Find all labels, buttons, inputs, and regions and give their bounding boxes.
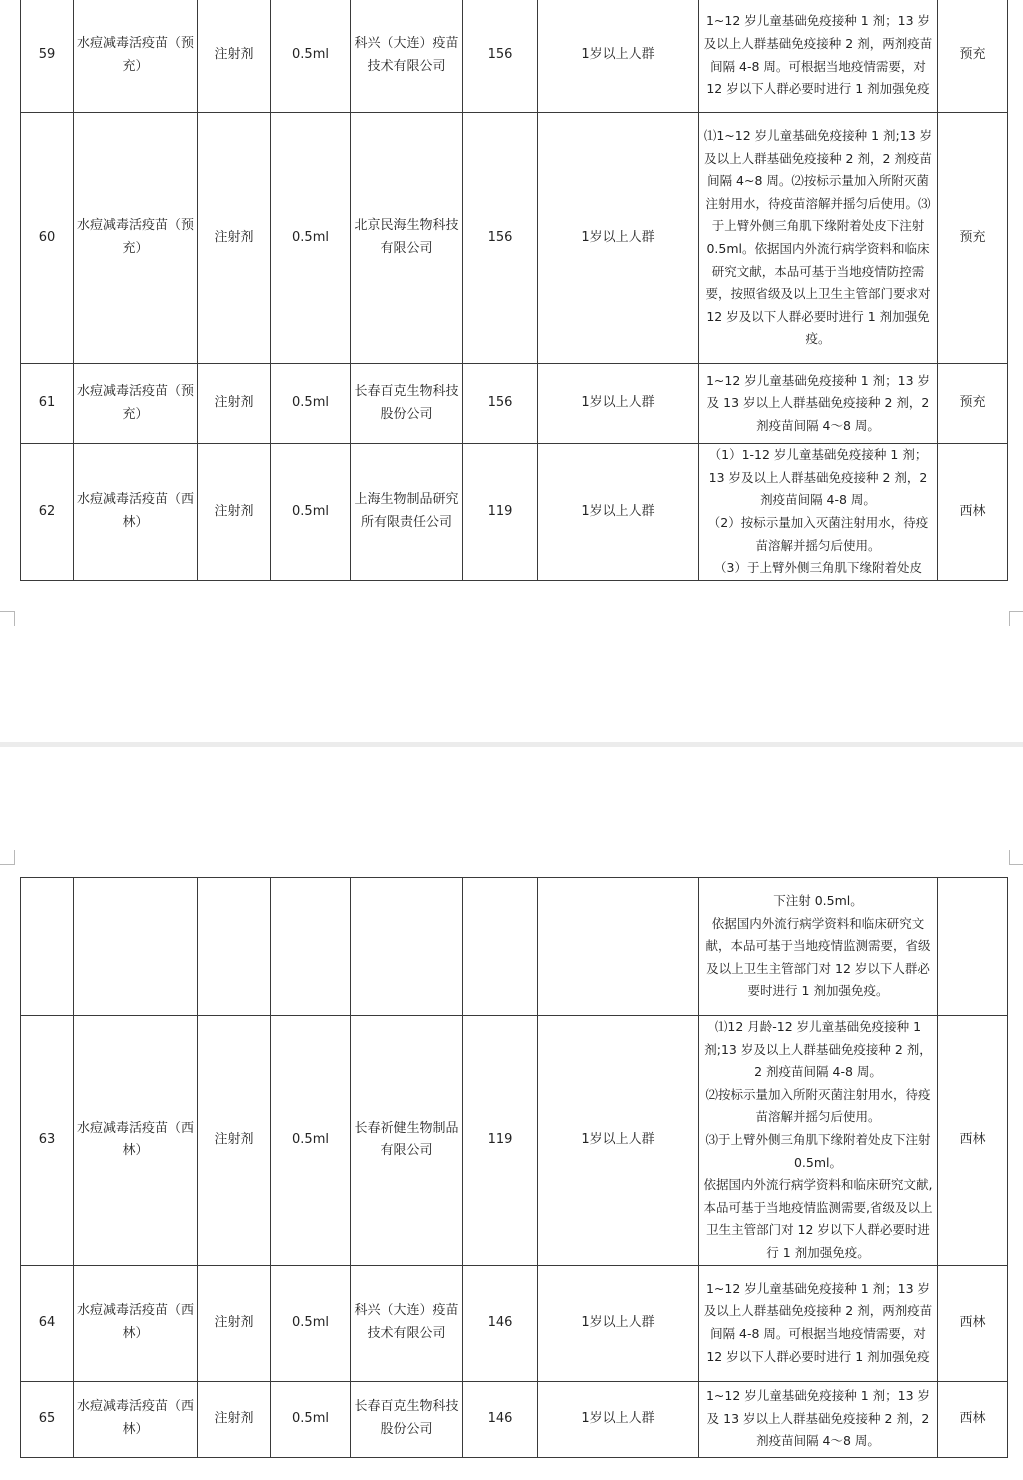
remark-cell: 预充 (938, 364, 1008, 444)
target-population-cell: 1岁以上人群 (538, 1265, 699, 1381)
usage-note-line: （1）1-12 岁儿童基础免疫接种 1 剂；13 岁及以上人群基础免疫接种 2 剂，2 剂疫苗间隔 4-8 周。 (708, 447, 928, 508)
usage-note-cell (699, 1016, 938, 1266)
manufacturer-cell: 北京民海生物科技有限公司 (351, 113, 463, 364)
row-number-cell (21, 878, 74, 1016)
usage-note-line: 1~12 岁儿童基础免疫接种 1 剂；13 岁及以上人群基础免疫接种 2 剂，两剂疫苗间隔 4-8 周。可根据当地疫情需要，对 12 岁以下人群必要时进行 1 剂加强免疫 (703, 13, 933, 97)
crop-mark (0, 611, 15, 626)
remark-cell: 西林 (938, 444, 1008, 581)
usage-note-line: 依据国内外流行病学资料和临床研究文献，本品可基于当地疫情监测需要，省级及以上卫生主管部门对 12 岁以下人群必要时进行 1 剂加强免疫。 (705, 915, 931, 999)
price-cell: 156 (463, 0, 538, 113)
row-number-cell: 60 (21, 113, 74, 364)
usage-note-line: （2）按标示量加入灭菌注射用水，待疫苗溶解并摇匀后使用。 (707, 515, 929, 553)
table-row (21, 364, 1008, 444)
price-cell: 119 (463, 444, 538, 581)
vaccine-price-table-page-1 (20, 0, 1008, 581)
remark-cell: 预充 (938, 0, 1008, 113)
specification-cell: 0.5ml (271, 444, 351, 581)
dosage-form-cell: 注射剂 (198, 113, 271, 364)
remark-cell: 西林 (938, 1381, 1008, 1457)
usage-note-cell (699, 1381, 938, 1457)
dosage-form-cell: 注射剂 (198, 1016, 271, 1266)
vaccine-price-table-page-2 (20, 877, 1008, 1458)
row-number-cell: 64 (21, 1265, 74, 1381)
usage-note-line: ⑵按标示量加入所附灭菌注射用水，待疫苗溶解并摇匀后使用。 (705, 1086, 931, 1125)
price-cell (463, 878, 538, 1016)
dosage-form-cell: 注射剂 (198, 1381, 271, 1457)
manufacturer-cell: 长春百克生物科技股份公司 (351, 364, 463, 444)
table-row (21, 113, 1008, 364)
usage-note-cell (699, 0, 938, 113)
vaccine-name-cell (74, 878, 198, 1016)
crop-mark (1009, 611, 1023, 626)
row-number-cell: 61 (21, 364, 74, 444)
target-population-cell: 1岁以上人群 (538, 0, 699, 113)
price-cell: 146 (463, 1265, 538, 1381)
specification-cell: 0.5ml (271, 1265, 351, 1381)
target-population-cell (538, 878, 699, 1016)
row-number-cell: 59 (21, 0, 74, 113)
usage-note-line: 1~12 岁儿童基础免疫接种 1 剂；13 岁及以上人群基础免疫接种 2 剂，两剂疫苗间隔 4-8 周。可根据当地疫情需要，对 12 岁以下人群必要时进行 1 剂加强免疫 (703, 1280, 933, 1364)
vaccine-name-cell: 水痘减毒活疫苗（预充） (74, 364, 198, 444)
table-row (21, 0, 1008, 113)
remark-cell (938, 878, 1008, 1016)
remark-cell: 西林 (938, 1265, 1008, 1381)
table-row (21, 1016, 1008, 1266)
price-cell: 156 (463, 113, 538, 364)
usage-note-line: 1~12 岁儿童基础免疫接种 1 剂；13 岁及 13 岁以上人群基础免疫接种 2 剂，2 剂疫苗间隔 4～8 周。 (705, 372, 931, 433)
remark-cell: 预充 (938, 113, 1008, 364)
row-number-cell: 63 (21, 1016, 74, 1266)
manufacturer-cell: 上海生物制品研究所有限责任公司 (351, 444, 463, 581)
dosage-form-cell (198, 878, 271, 1016)
usage-note-line: 1~12 岁儿童基础免疫接种 1 剂；13 岁及 13 岁以上人群基础免疫接种 2 剂，2 剂疫苗间隔 4～8 周。 (705, 1388, 931, 1449)
manufacturer-cell: 科兴（大连）疫苗技术有限公司 (351, 0, 463, 113)
usage-note-cell (699, 1265, 938, 1381)
crop-mark (0, 850, 15, 865)
manufacturer-cell: 长春祈健生物制品有限公司 (351, 1016, 463, 1266)
usage-note-line: ⑴1~12 岁儿童基础免疫接种 1 剂;13 岁及以上人群基础免疫接种 2 剂，2 剂疫苗间隔 4~8 周。⑵按标示量加入所附灭菌注射用水，待疫苗溶解并摇匀后使用。⑶于上臂外侧三角肌下缘附着处皮下注射 0.5ml。依据国内外流行病学资料和临床研究文献，本品可基于当地疫情防控需要，按照省级及以上卫生主管部门要求对 12 岁及以下人群必要时进行 1 剂加强免疫。 (703, 128, 933, 347)
table-row (21, 1265, 1008, 1381)
price-cell: 156 (463, 364, 538, 444)
row-number-cell: 65 (21, 1381, 74, 1457)
usage-note-line: 下注射 0.5ml。 (773, 893, 863, 909)
manufacturer-cell: 科兴（大连）疫苗技术有限公司 (351, 1265, 463, 1381)
target-population-cell: 1岁以上人群 (538, 1381, 699, 1457)
usage-note-cell (699, 113, 938, 364)
target-population-cell: 1岁以上人群 (538, 364, 699, 444)
price-cell: 119 (463, 1016, 538, 1266)
specification-cell: 0.5ml (271, 0, 351, 113)
table-row (21, 1381, 1008, 1457)
price-cell: 146 (463, 1381, 538, 1457)
specification-cell: 0.5ml (271, 1381, 351, 1457)
remark-cell: 西林 (938, 1016, 1008, 1266)
vaccine-name-cell: 水痘减毒活疫苗（预充） (74, 0, 198, 113)
table-row (21, 878, 1008, 1016)
usage-note-cell (699, 444, 938, 581)
usage-note-cell (699, 878, 938, 1016)
target-population-cell: 1岁以上人群 (538, 113, 699, 364)
crop-mark (1009, 850, 1023, 865)
usage-note-line: ⑶于上臂外侧三角肌下缘附着处皮下注射 0.5ml。 (705, 1131, 931, 1170)
specification-cell (271, 878, 351, 1016)
vaccine-name-cell: 水痘减毒活疫苗（西林） (74, 1381, 198, 1457)
specification-cell: 0.5ml (271, 1016, 351, 1266)
usage-note-cell (699, 364, 938, 444)
manufacturer-cell (351, 878, 463, 1016)
dosage-form-cell: 注射剂 (198, 364, 271, 444)
table-row (21, 444, 1008, 581)
dosage-form-cell: 注射剂 (198, 444, 271, 581)
usage-note-line: 依据国内外流行病学资料和临床研究文献,本品可基于当地疫情监测需要,省级及以上卫生主管部门对 12 岁以下人群必要时进行 1 剂加强免疫。 (703, 1177, 933, 1260)
vaccine-name-cell: 水痘减毒活疫苗（西林） (74, 1016, 198, 1266)
dosage-form-cell: 注射剂 (198, 0, 271, 113)
vaccine-name-cell: 水痘减毒活疫苗（西林） (74, 1265, 198, 1381)
document-page-2 (0, 747, 1023, 1480)
specification-cell: 0.5ml (271, 113, 351, 364)
specification-cell: 0.5ml (271, 364, 351, 444)
vaccine-name-cell: 水痘减毒活疫苗（预充） (74, 113, 198, 364)
usage-note-line: ⑴12 月龄-12 岁儿童基础免疫接种 1 剂;13 岁及以上人群基础免疫接种 2 剂，2 剂疫苗间隔 4-8 周。 (704, 1019, 932, 1080)
usage-note-line: （3）于上臂外侧三角肌下缘附着处皮 (714, 560, 922, 576)
target-population-cell: 1岁以上人群 (538, 1016, 699, 1266)
row-number-cell: 62 (21, 444, 74, 581)
target-population-cell: 1岁以上人群 (538, 444, 699, 581)
vaccine-name-cell: 水痘减毒活疫苗（西林） (74, 444, 198, 581)
dosage-form-cell: 注射剂 (198, 1265, 271, 1381)
manufacturer-cell: 长春百克生物科技股份公司 (351, 1381, 463, 1457)
